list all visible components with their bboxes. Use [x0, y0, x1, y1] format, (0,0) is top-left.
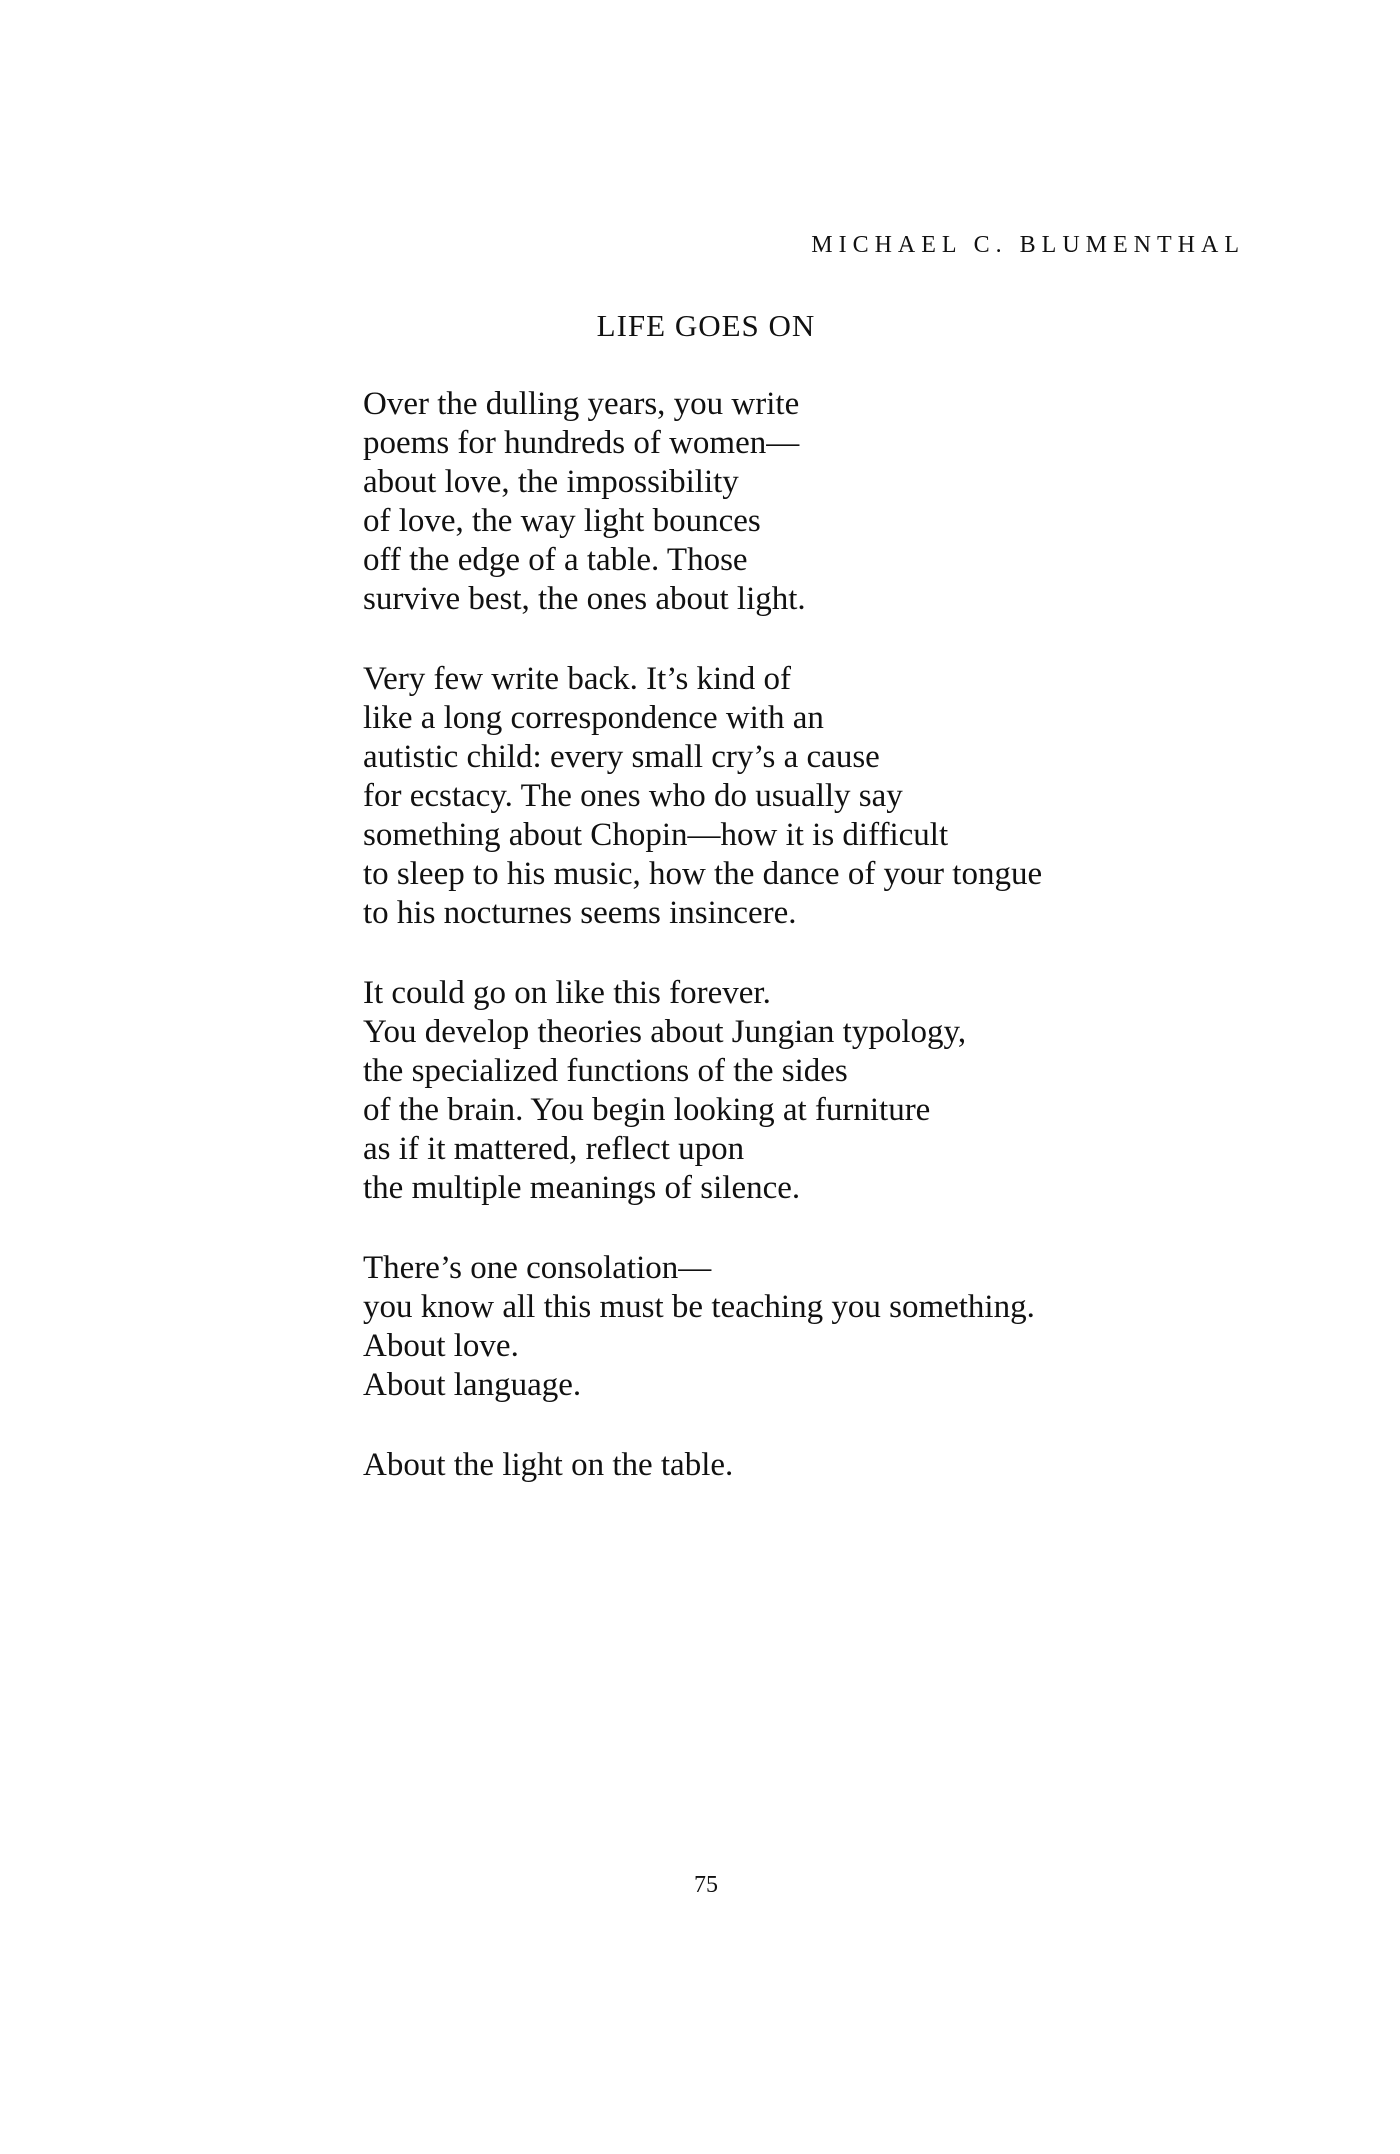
stanza: [363, 1446, 1263, 1485]
poem-title: LIFE GOES ON: [596, 308, 816, 343]
poem-line: You develop theories about Jungian typology,: [363, 1014, 967, 1050]
poem-line: off the edge of a table. Those: [363, 542, 748, 578]
poem-line: of love, the way light bounces: [363, 503, 761, 539]
poem-line: about love, the impossibility: [363, 464, 739, 500]
poem-line: Very few write back. It’s kind of: [363, 661, 791, 697]
poem-line: the specialized functions of the sides: [363, 1053, 848, 1089]
poem-line: to sleep to his music, how the dance of your tongue: [363, 856, 1043, 892]
stanza: [363, 1249, 1263, 1405]
poem-line: poems for hundreds of women—: [363, 425, 800, 461]
poem-line: survive best, the ones about light.: [363, 581, 806, 617]
running-head: MICHAEL C. BLUMENTHAL: [811, 232, 1245, 258]
poem-line: you know all this must be teaching you something.: [363, 1289, 1035, 1325]
stanza: [363, 660, 1263, 933]
poem-line: About the light on the table.: [363, 1447, 734, 1483]
poem-line: like a long correspondence with an: [363, 700, 824, 736]
poem-line: as if it mattered, reflect upon: [363, 1131, 745, 1167]
poem-line: of the brain. You begin looking at furniture: [363, 1092, 931, 1128]
poem-line: There’s one consolation—: [363, 1250, 712, 1286]
poem-line: It could go on like this forever.: [363, 975, 771, 1011]
stanza: [363, 974, 1263, 1208]
poem-line: something about Chopin—how it is difficult: [363, 817, 949, 853]
poem-line: autistic child: every small cry’s a cause: [363, 739, 880, 775]
poem-line: About love.: [363, 1328, 519, 1364]
poem-body: [363, 385, 1263, 1526]
poem-line: for ecstacy. The ones who do usually say: [363, 778, 903, 814]
poem-line: About language.: [363, 1367, 582, 1403]
poem-line: to his nocturnes seems insincere.: [363, 895, 797, 931]
stanza: [363, 385, 1263, 619]
page-number: 75: [694, 1872, 718, 1898]
poem-line: Over the dulling years, you write: [363, 386, 800, 422]
poem-line: the multiple meanings of silence.: [363, 1170, 801, 1206]
